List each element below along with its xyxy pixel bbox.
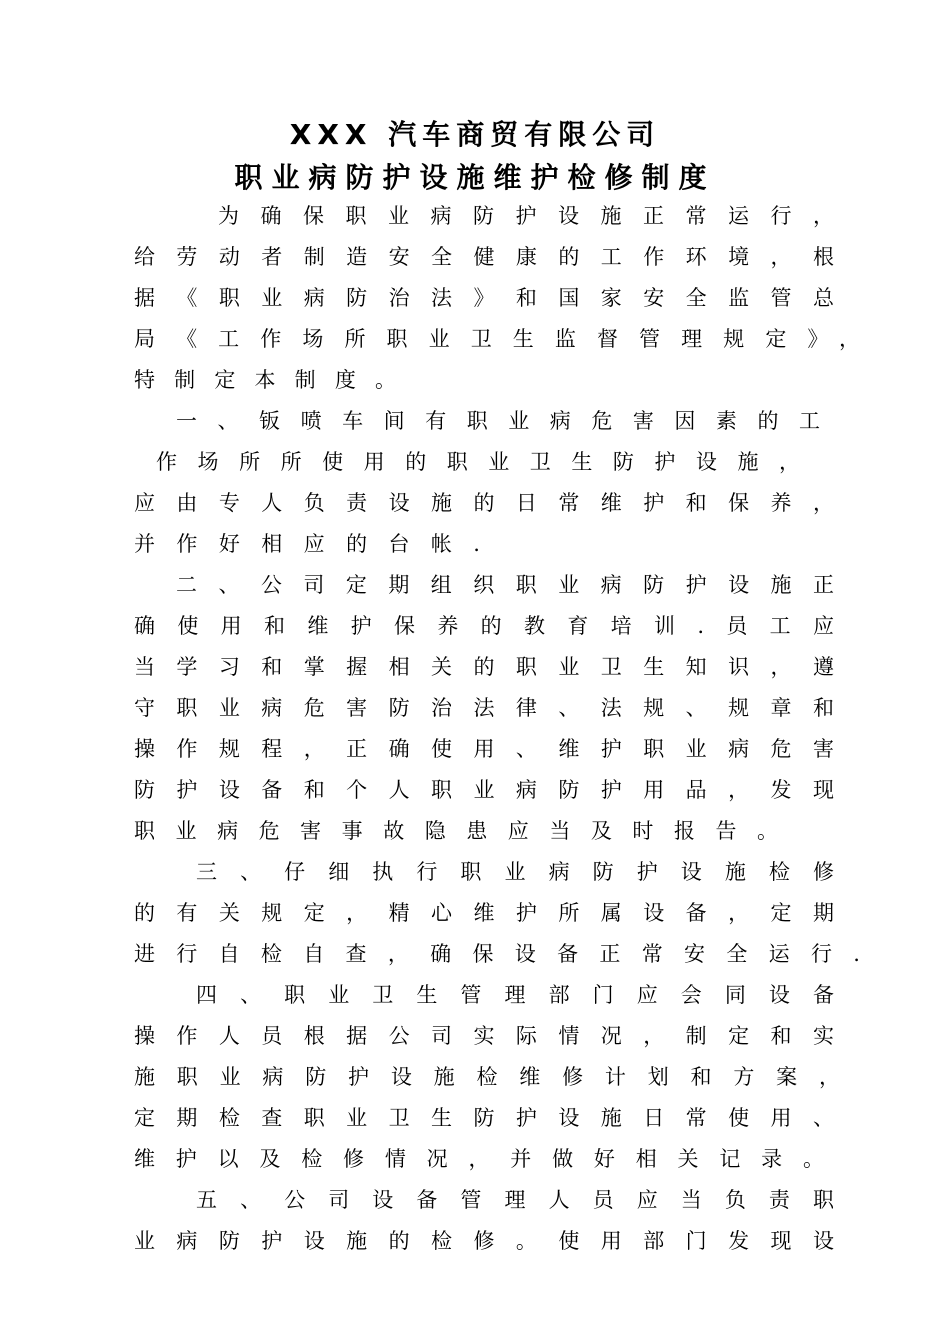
paragraph-line: 给劳动者制造安全健康的工作环境，根 xyxy=(134,245,834,269)
paragraph-line: 特制定本制度。 xyxy=(134,368,396,392)
paragraph-line: 防护设备和个人职业病防护用品，发现 xyxy=(134,778,834,802)
paragraph-line: 五、公司设备管理人员应当负责职 xyxy=(196,1188,834,1212)
paragraph-line: 施职业病防护设施检维修计划和方案， xyxy=(134,1065,840,1089)
paragraph-line: 的有关规定，精心维护所属设备，定期 xyxy=(134,901,834,925)
paragraph-line: 定期检查职业卫生防护设施日常使用、 xyxy=(134,1106,834,1130)
paragraph-line: 维护以及检修情况，并做好相关记录。 xyxy=(134,1147,824,1171)
document-title: 职业病防护设施维护检修制度 xyxy=(234,161,716,194)
paragraph-line: 局《工作场所职业卫生监督管理规定》， xyxy=(134,327,860,351)
paragraph-line: 三、仔细执行职业病防护设施检修 xyxy=(196,860,834,884)
paragraph-line: 应由专人负责设施的日常维护和保养， xyxy=(134,491,834,515)
company-title: XXX 汽车商贸有限公司 xyxy=(289,118,661,151)
paragraph-line: 二、公司定期组织职业病防护设施正 xyxy=(176,573,834,597)
paragraph-line: 一、钣喷车间有职业病危害因素的工 xyxy=(176,409,820,433)
paragraph-line: 并作好相应的台帐. xyxy=(134,532,480,556)
paragraph-line: 四、职业卫生管理部门应会同设备 xyxy=(196,983,834,1007)
paragraph-line: 职业病危害事故隐患应当及时报告。 xyxy=(134,819,778,843)
paragraph-line: 操作人员根据公司实际情况，制定和实 xyxy=(134,1024,834,1048)
paragraph-line: 守职业病危害防治法律、法规、规章和 xyxy=(134,696,834,720)
paragraph-line: 进行自检自查，确保设备正常安全运行. xyxy=(134,942,860,966)
paragraph-line: 为确保职业病防护设施正常运行， xyxy=(218,204,834,228)
paragraph-line: 业病防护设施的检修。使用部门发现设 xyxy=(134,1229,834,1253)
paragraph-line: 确使用和维护保养的教育培训.员工应 xyxy=(134,614,834,638)
paragraph-line: 据《职业病防治法》和国家安全监管总 xyxy=(134,286,834,310)
paragraph-line: 作场所所使用的职业卫生防护设施， xyxy=(156,450,800,474)
paragraph-line: 操作规程，正确使用、维护职业病危害 xyxy=(134,737,834,761)
paragraph-line: 当学习和掌握相关的职业卫生知识，遵 xyxy=(134,655,834,679)
